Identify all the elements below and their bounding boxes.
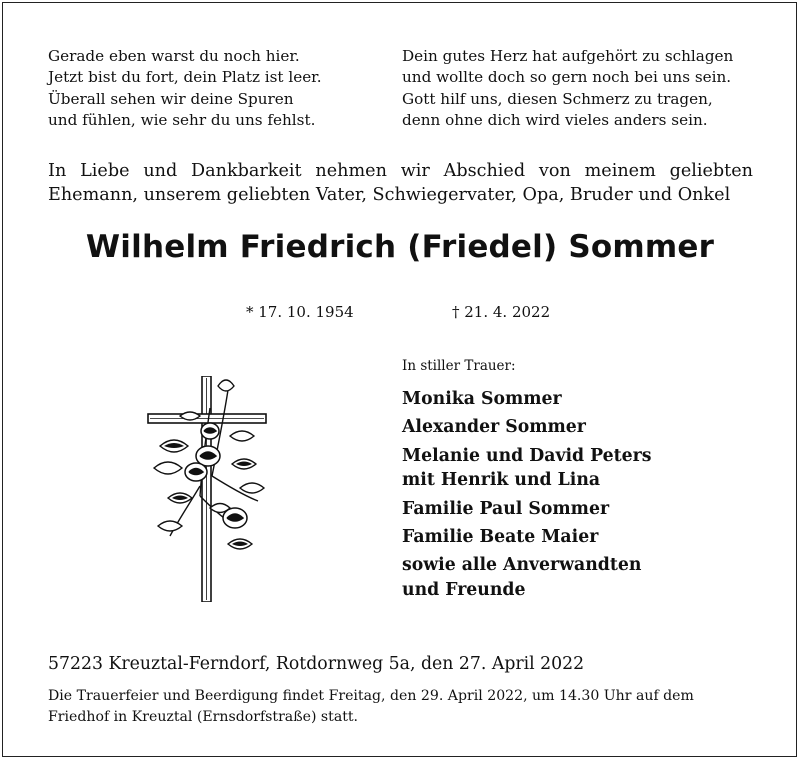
mourner-item: sowie alle Anverwandten <box>402 555 642 576</box>
mourner-item: und Freunde <box>402 579 526 600</box>
poem-line: denn ohne dich wird vieles anders sein. <box>402 111 708 130</box>
poem-line: und fühlen, wie sehr du uns fehlst. <box>48 111 316 130</box>
poem-line: Dein gutes Herz hat aufgehört zu schlagen <box>402 47 734 65</box>
cross-with-roses-icon <box>140 376 280 602</box>
service-info: Die Trauerfeier und Beerdigung findet Freitag, den 29. April 2022, um 14.30 Uhr auf dem Friedhof in Kreuztal (Ernsdorfstraße) statt. <box>48 688 694 725</box>
poem-line: Gott hilf uns, diesen Schmerz zu tragen, <box>402 89 713 108</box>
poem-left <box>48 46 322 132</box>
mourner-item: Familie Beate Maier <box>402 527 599 548</box>
death-date: † 21. 4. 2022 <box>452 303 551 321</box>
poem-line: und wollte doch so gern noch bei uns sein. <box>402 68 732 87</box>
deceased-name: Wilhelm Friedrich (Friedel) Sommer <box>85 229 715 265</box>
poem-line: Gerade eben warst du noch hier. <box>48 47 300 65</box>
poem-right <box>402 46 733 132</box>
intro-text <box>48 159 753 207</box>
mourners-list <box>402 387 651 602</box>
mourner-item: Alexander Sommer <box>402 417 586 438</box>
mourner-item: Familie Paul Sommer <box>402 498 610 519</box>
mourner-item: mit Henrik und Lina <box>402 470 601 491</box>
mourners-label: In stiller Trauer: <box>402 358 516 374</box>
birth-date: * 17. 10. 1954 <box>246 303 354 321</box>
poem-line: Jetzt bist du fort, dein Platz ist leer. <box>48 68 322 87</box>
intro-line-1: In Liebe und Dankbarkeit nehmen wir Abschied von meinem geliebten <box>48 161 753 181</box>
intro-line-2: Ehemann, unserem geliebten Vater, Schwiegervater, Opa, Bruder und Onkel <box>48 185 731 205</box>
mourner-item: Melanie und David Peters <box>402 445 652 466</box>
mourner-item: Monika Sommer <box>402 389 562 409</box>
place-and-date: 57223 Kreuztal-Ferndorf, Rotdornweg 5a, den 27. April 2022 <box>48 654 585 674</box>
poem-line: Überall sehen wir deine Spuren <box>48 89 294 108</box>
